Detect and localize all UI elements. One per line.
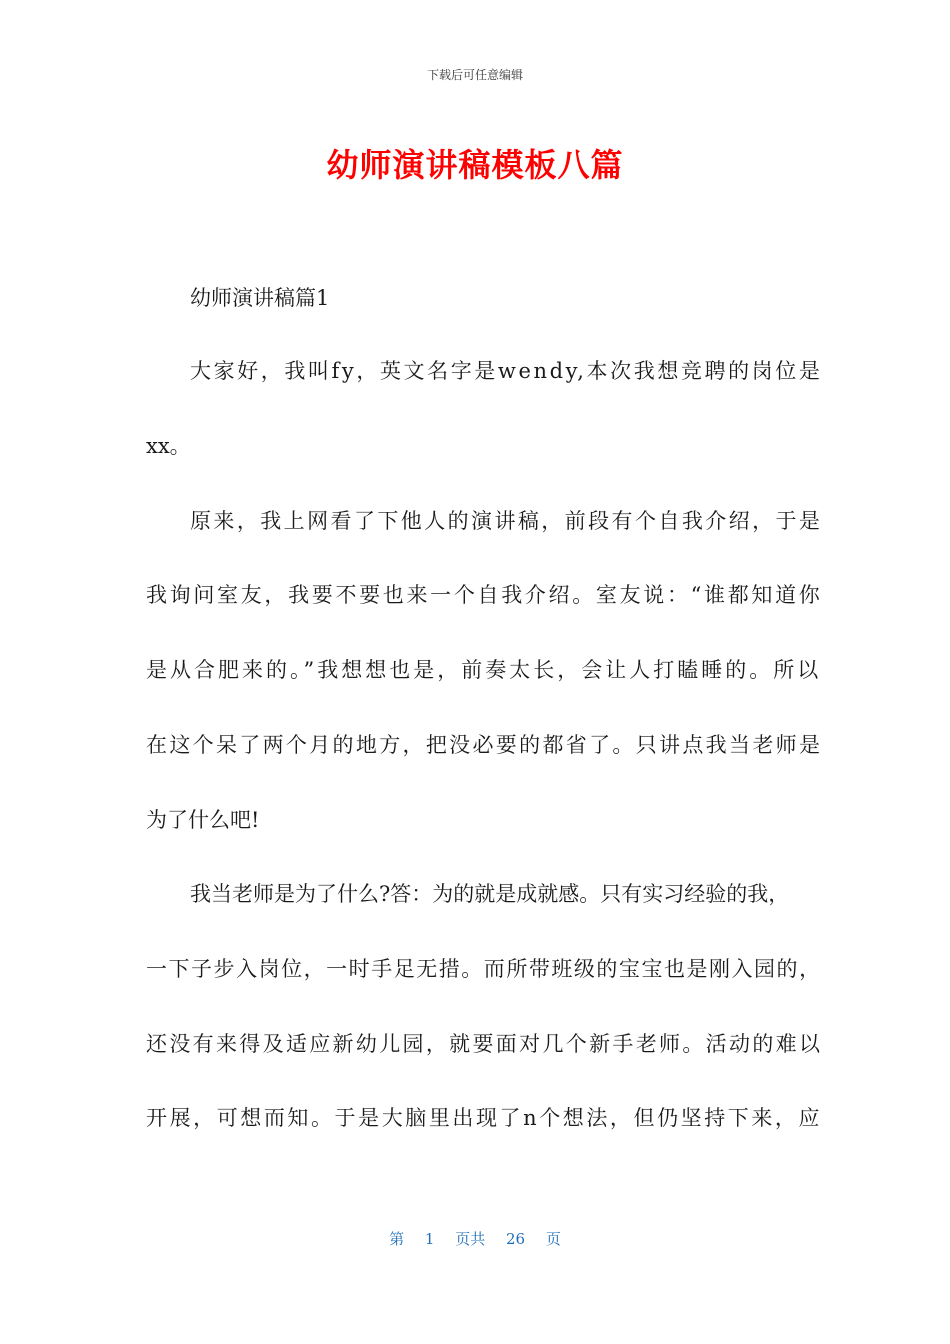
paragraph-line: 为了什么吧! xyxy=(146,808,260,832)
paragraph-line: 我询问室友，我要不要也来一个自我介绍。室友说：“谁都知道你 xyxy=(146,583,823,607)
paragraph-line: 原来，我上网看了下他人的演讲稿，前段有个自我介绍，于是 xyxy=(190,509,823,533)
footer-middle: 页共 xyxy=(455,1230,486,1248)
paragraph-line: 是从合肥来的。”我想想也是，前奏太长，会让人打瞌睡的。所以 xyxy=(146,658,822,682)
section-heading: 幼师演讲稿篇1 xyxy=(190,286,330,310)
paragraph-line: 大家好，我叫fy，英文名字是wendy,本次我想竞聘的岗位是 xyxy=(190,359,823,383)
paragraph-line: 我当老师是为了什么?答：为的就是成就感。只有实习经验的我， xyxy=(190,882,790,906)
footer-suffix: 页 xyxy=(545,1230,561,1248)
page-footer xyxy=(0,1228,950,1249)
footer-page-number: 1 xyxy=(424,1230,435,1248)
paragraph-line: 开展，可想而知。于是大脑里出现了n个想法，但仍坚持下来，应 xyxy=(146,1106,823,1130)
footer-total-pages: 26 xyxy=(506,1230,526,1248)
paragraph-line: 还没有来得及适应新幼儿园，就要面对几个新手老师。活动的难以 xyxy=(146,1032,823,1056)
paragraph-line: 在这个呆了两个月的地方，把没必要的都省了。只讲点我当老师是 xyxy=(146,733,823,757)
paragraph-line: xx。 xyxy=(146,434,191,458)
document-title: 幼师演讲稿模板八篇 xyxy=(326,146,624,184)
footer-prefix: 第 xyxy=(389,1230,405,1248)
paragraph-line: 一下子步入岗位，一时手足无措。而所带班级的宝宝也是刚入园的， xyxy=(146,957,822,981)
header-note: 下载后可任意编辑 xyxy=(426,68,523,82)
